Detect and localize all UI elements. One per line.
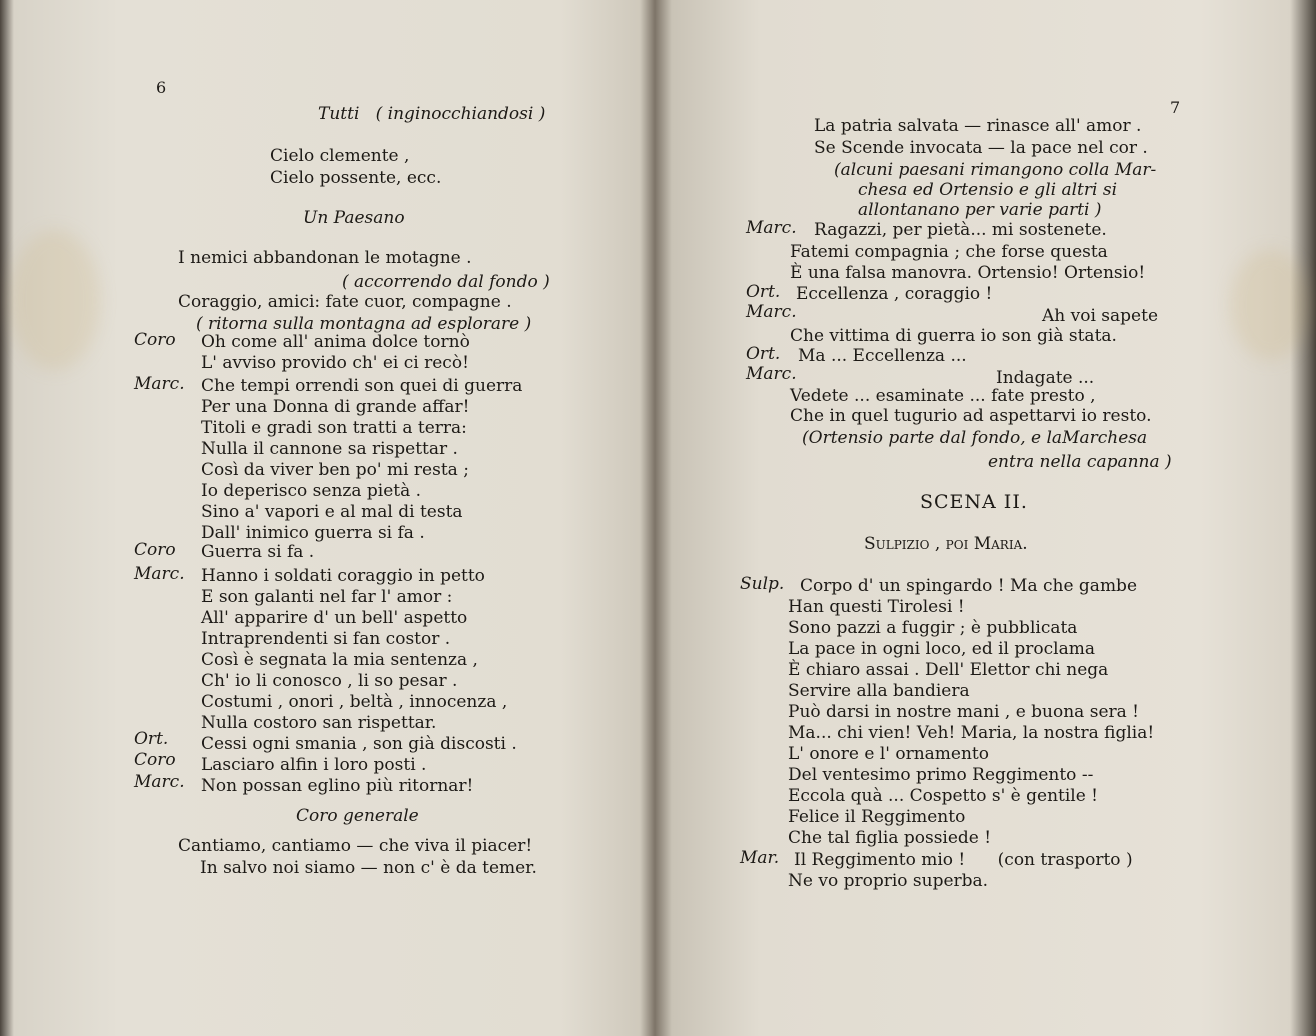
speaker-label: Mar. — [740, 848, 780, 868]
verse-line: Titoli e gradi son tratti a terra: — [201, 418, 467, 438]
verse-line: Se Scende invocata — la pace nel cor . — [814, 138, 1148, 158]
verse-line: Che tal figlia possiede ! — [788, 828, 992, 848]
verse-line: Han questi Tirolesi ! — [788, 597, 965, 617]
verse-line: Che vittima di guerra io son già stata. — [790, 326, 1117, 346]
verse-line: Nulla il cannone sa rispettar . — [201, 439, 458, 459]
character-heading: Un Paesano — [303, 208, 405, 228]
verse-line: La pace in ogni loco, ed il proclama — [788, 639, 1095, 659]
verse-line: Nulla costoro san rispettar. — [201, 713, 437, 733]
verse-line: Cielo clemente , — [270, 146, 410, 166]
stage-direction: (Ortensio parte dal fondo, e laMarchesa — [802, 428, 1148, 448]
verse-line: Eccellenza , coraggio ! — [796, 284, 993, 304]
verse-line: Intraprendenti si fan costor . — [201, 629, 451, 649]
speaker-label: Marc. — [746, 218, 797, 238]
left-page — [0, 0, 656, 1036]
speaker-label: Marc. — [134, 564, 185, 584]
verse-line: Non possan eglino più ritornar! — [201, 776, 474, 796]
verse-line: Ne vo proprio superba. — [788, 871, 989, 891]
verse-line: Cessi ogni smania , son già discosti . — [201, 734, 517, 754]
speaker-label: Coro — [134, 750, 176, 770]
verse-line: Costumi , onori , beltà , innocenza , — [201, 692, 508, 712]
verse-line: Può darsi in nostre mani , e buona sera ! — [788, 702, 1140, 722]
scene-heading: SCENA II. — [920, 491, 1028, 513]
speaker-label: Marc. — [134, 772, 185, 792]
verse-line: I nemici abbandonan le motagne . — [178, 248, 472, 268]
verse-line: È una falsa manovra. Ortensio! Ortensio! — [790, 263, 1146, 283]
verse-line: Il Reggimento mio ! (con trasporto ) — [794, 850, 1133, 870]
speaker-label: Ort. — [746, 344, 781, 364]
verse-line: E son galanti nel far l' amor : — [201, 587, 453, 607]
right-page — [660, 0, 1316, 1036]
verse-line: In salvo noi siamo — non c' è da temer. — [200, 858, 537, 878]
verse-line: Vedete ... esaminate ... fate presto , — [790, 386, 1096, 406]
verse-line: Così da viver ben po' mi resta ; — [201, 460, 469, 480]
verse-line: L' onore e l' ornamento — [788, 744, 989, 764]
verse-line: Che tempi orrendi son quei di guerra — [201, 376, 523, 396]
verse-line: Così è segnata la mia sentenza , — [201, 650, 478, 670]
speaker-label: Ort. — [746, 282, 781, 302]
speaker-label: Sulp. — [740, 574, 785, 594]
verse-line: All' apparire d' un bell' aspetto — [201, 608, 468, 628]
verse-line: Felice il Reggimento — [788, 807, 966, 827]
verse-line: Fatemi compagnia ; che forse questa — [790, 242, 1108, 262]
verse-line: Io deperisco senza pietà . — [201, 481, 422, 501]
verse-line: Corpo d' un spingardo ! Ma che gambe — [800, 576, 1138, 596]
verse-line: Dall' inimico guerra si fa . — [201, 523, 425, 543]
verse-line: Del ventesimo primo Reggimento -- — [788, 765, 1094, 785]
stage-direction: allontanano per varie parti ) — [858, 200, 1102, 220]
page-number: 7 — [1170, 98, 1181, 117]
verse-line: Cielo possente, ecc. — [270, 168, 442, 188]
verse-line: Indagate ... — [996, 368, 1095, 388]
stage-direction: entra nella capanna ) — [988, 452, 1172, 472]
verse-line: Sono pazzi a fuggir ; è pubblicata — [788, 618, 1078, 638]
verse-line: Coraggio, amici: fate cuor, compagne . — [178, 292, 512, 312]
verse-line: Che in quel tugurio ad aspettarvi io resto. — [790, 406, 1152, 426]
verse-line: Ragazzi, per pietà... mi sostenete. — [814, 220, 1107, 240]
verse-line: È chiaro assai . Dell' Elettor chi nega — [788, 660, 1109, 680]
speaker-label: Marc. — [134, 374, 185, 394]
verse-line: Cantiamo, cantiamo — che viva il piacer! — [178, 836, 533, 856]
verse-line: Guerra si fa . — [201, 542, 315, 562]
speaker-label: Coro — [134, 330, 176, 350]
verse-line: Oh come all' anima dolce tornò — [201, 332, 470, 352]
speaker-label: Coro — [134, 540, 176, 560]
verse-line: Ah voi sapete — [1042, 306, 1159, 326]
verse-line: Ch' io li conosco , li so pesar . — [201, 671, 458, 691]
verse-line: Sino a' vapori e al mal di testa — [201, 502, 463, 522]
character-heading: Coro generale — [296, 806, 419, 826]
verse-line: La patria salvata — rinasce all' amor . — [814, 116, 1142, 136]
stage-direction: ( ritorna sulla montagna ad esplorare ) — [196, 314, 532, 334]
speaker-label: Ort. — [134, 729, 169, 749]
verse-line: Ma ... Eccellenza ... — [798, 346, 967, 366]
stage-direction: ( accorrendo dal fondo ) — [342, 272, 550, 292]
stage-direction: Tutti ( inginocchiandosi ) — [318, 104, 546, 124]
stage-direction: (alcuni paesani rimangono colla Mar- — [834, 160, 1157, 180]
verse-line: Eccola quà ... Cospetto s' è gentile ! — [788, 786, 1099, 806]
verse-line: Lasciaro alfin i loro posti . — [201, 755, 427, 775]
verse-line: Hanno i soldati coraggio in petto — [201, 566, 485, 586]
page-number: 6 — [156, 78, 167, 97]
speaker-label: Marc. — [746, 364, 797, 384]
verse-line: Ma... chi vien! Veh! Maria, la nostra figlia! — [788, 723, 1155, 743]
scene-characters: Sulpizio , poi Maria. — [864, 534, 1028, 554]
verse-line: Per una Donna di grande affar! — [201, 397, 470, 417]
stage-direction: chesa ed Ortensio e gli altri si — [858, 180, 1118, 200]
verse-line: L' avviso provido ch' ei ci recò! — [201, 353, 469, 373]
verse-line: Servire alla bandiera — [788, 681, 970, 701]
speaker-label: Marc. — [746, 302, 797, 322]
